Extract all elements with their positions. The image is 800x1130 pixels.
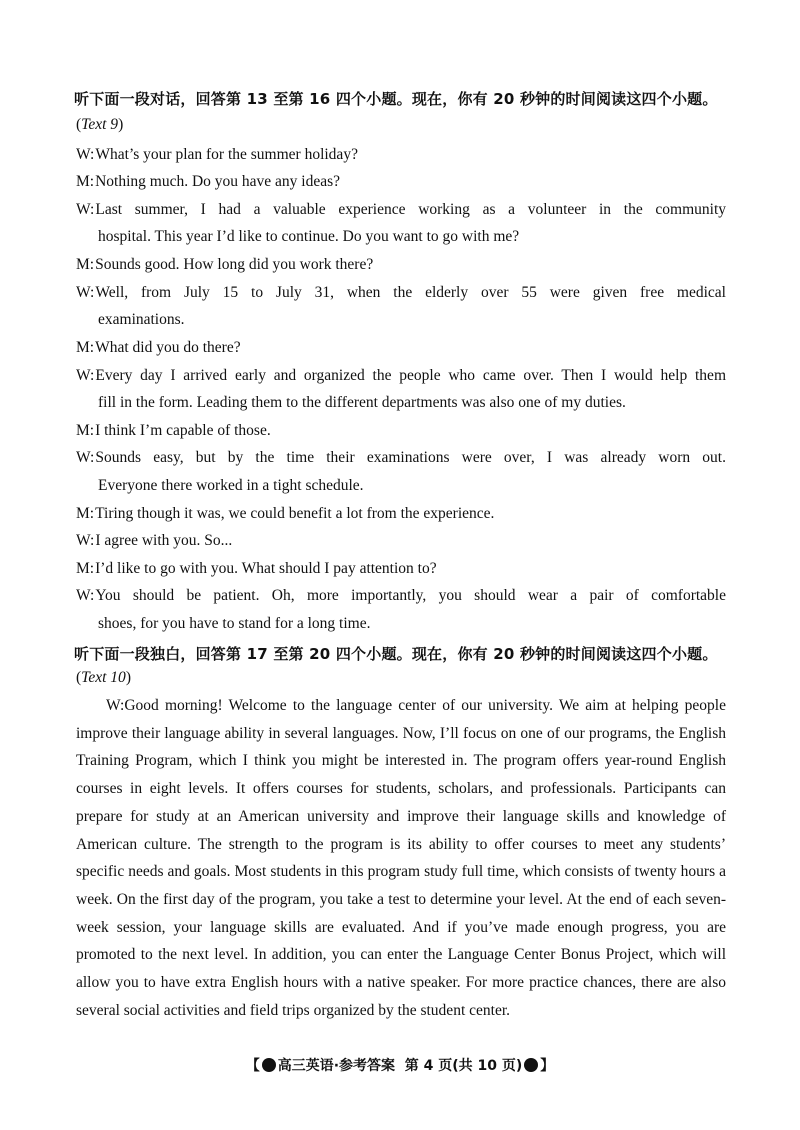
dialogue-line-continuation: fill in the form. Leading them to the different departments was also one of my duties. [98,394,626,411]
speaker: M: [76,256,95,273]
dialogue-line [76,582,726,610]
footer-subject: 高三英语 [277,1058,334,1074]
utterance: I think I’m capable of those. [95,422,271,439]
dialogue-line [76,334,726,362]
dialogue-line [76,362,726,390]
speaker: W: [76,284,95,301]
utterance: I agree with you. So... [95,532,233,549]
dialogue-line [76,555,726,583]
utterance: Well, from July 15 to July 31, when the elderly over 55 were given free medical [95,284,726,301]
speaker: M: [76,339,95,356]
speaker: W: [76,367,95,384]
dialogue-line-continuation: shoes, for you have to stand for a long time. [98,615,371,632]
section1-instruction: 听下面一段对话，回答第 13 至第 16 四个小题。现在，你有 20 秒钟的时间阅读这四个小题。 [74,90,718,108]
speaker: M: [76,422,95,439]
utterance: Nothing much. Do you have any ideas? [95,173,341,190]
speaker: M: [76,173,95,190]
footer-separator: · [333,1058,340,1074]
dialogue-line-continuation: hospital. This year I’d like to continue. Do you want to go with me? [98,228,520,245]
speaker: W: [76,587,95,604]
footer-doc: 参考答案 [339,1058,396,1074]
dialogue-line-continuation: examinations. [98,311,185,328]
utterance: Last summer, I had a valuable experience working as a volunteer in the community [95,201,726,218]
dialogue-line-continuation: Everyone there worked in a tight schedule. [98,477,364,494]
dialogue-line [76,251,726,279]
brand-mark-icon [262,1058,276,1072]
dialogue-line [76,417,726,445]
dialogue-line [76,444,726,472]
speaker: W: [76,449,95,466]
speaker: W: [76,201,95,218]
dialogue-line [76,141,726,169]
section2-instruction: 听下面一段独白，回答第 17 至第 20 四个小题。现在，你有 20 秒钟的时间阅读这四个小题。 [74,645,718,663]
dialogue-line [76,279,726,307]
utterance: Every day I arrived early and organized the people who came over. Then I would help them [95,367,726,384]
utterance: Sounds easy, but by the time their examinations were over, I was already worn out. [95,449,726,466]
section2-text-label: (Text 10) [76,669,131,686]
speaker: W: [76,146,95,163]
utterance: Tiring though it was, we could benefit a lot from the experience. [95,505,495,522]
speaker: W: [76,532,95,549]
speaker: M: [76,505,95,522]
utterance: What did you do there? [95,339,241,356]
brand-mark-icon [524,1058,538,1072]
text-label-name: Text 9 [81,116,119,133]
page-footer: 【 高三英语·参考答案 第 4 页(共 10 页) 】 [245,1058,555,1074]
speaker: M: [76,560,95,577]
utterance: What’s your plan for the summer holiday? [95,146,358,163]
monologue-paragraph: W:Good morning! Welcome to the language center of our university. We aim at helping people improve their language ability in several languages. Now, I’ll focus on one of our programs, the English Training Program, which I think you might be interested in. The program offers year-round English courses in eight levels. It offers courses for students, scholars, and professionals. Participants can prepare for study at an American university and improve their language skills and knowledge of American culture. The strength to the program is its ability to offer courses to meet any students’ specific needs and goals. Most students in this program study full time, which consists of twenty hours a week. On the first day of the program, you take a test to determine your level. At the end of each seven-week session, your language skills are evaluated. And if you’ve made enough progress, you are promoted to the next level. In addition, you can enter the Language Center Bonus Project, which will allow you to have extra English hours with a native speaker. For more practice chances, there are also several social activities and field trips organized by the student center. [76,697,726,1019]
utterance: Sounds good. How long did you work there? [95,256,374,273]
dialogue-line [76,168,726,196]
utterance: I’d like to go with you. What should I pay attention to? [95,560,437,577]
dialogue-line [76,527,726,555]
footer-page-number: 第 4 页(共 10 页) [404,1058,523,1074]
dialogue-line [76,196,726,224]
section1-text-label: (Text 9) [76,116,124,133]
utterance: You should be patient. Oh, more importantly, you should wear a pair of comfortable [95,587,726,604]
text-label-name: Text 10 [81,669,126,686]
dialogue-line [76,500,726,528]
